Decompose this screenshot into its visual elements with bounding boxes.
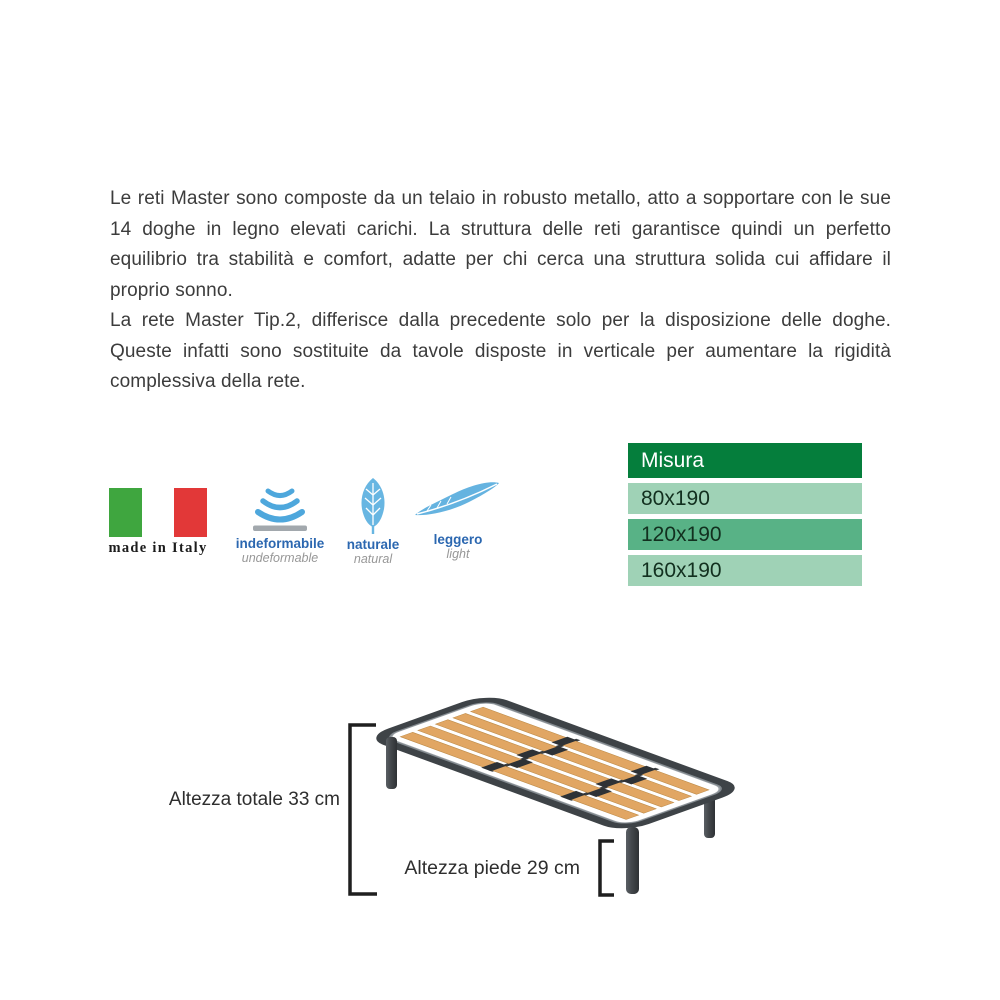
size-table	[628, 443, 862, 586]
light-badge	[412, 481, 504, 561]
product-description	[110, 184, 891, 398]
size-row-120x190: 120x190	[628, 519, 862, 550]
undeformable-icon	[248, 483, 312, 533]
natural-label: naturale	[346, 537, 400, 552]
size-row-160x190: 160x190	[628, 555, 862, 586]
size-row-80x190: 80x190	[628, 483, 862, 514]
italy-flag-icon	[109, 488, 207, 537]
foot-height-label: Altezza piede 29 cm	[404, 857, 580, 879]
leaf-icon	[358, 477, 388, 534]
total-height-bracket	[350, 725, 377, 894]
undeformable-badge	[234, 483, 326, 565]
bed-leg-near-right	[626, 827, 639, 894]
natural-badge	[327, 477, 419, 566]
description-paragraph-2: La rete Master Tip.2, differisce dalla precedente solo per la disposizione delle doghe. Queste infatti sono sostituite da tavole disposte in verticale per aumentare la rigidità complessiva della rete.	[110, 310, 891, 392]
undeformable-sublabel: undeformable	[241, 551, 319, 565]
bed-leg-near-left	[386, 737, 397, 789]
light-sublabel: light	[446, 547, 470, 561]
size-table-header: Misura	[628, 443, 862, 478]
undeformable-label: indeformabile	[235, 536, 325, 551]
natural-sublabel: natural	[353, 552, 393, 566]
feather-icon	[413, 481, 503, 521]
total-height-label: Altezza totale 33 cm	[168, 789, 340, 810]
light-label: leggero	[433, 532, 483, 547]
made-in-italy-badge	[102, 488, 214, 557]
made-in-italy-label: made in Italy	[108, 540, 208, 556]
description-paragraph-1: Le reti Master sono composte da un telaio in robusto metallo, atto a sopportare con le sue 14 doghe in legno elevati carichi. La struttura delle reti garantisce quindi un perfetto equilibrio tra stabilità e comfort, adatte per chi cerca una struttura solida cui affidare il proprio sonno.	[110, 188, 891, 301]
foot-height-bracket	[600, 841, 614, 895]
bed-top-face	[374, 697, 738, 829]
